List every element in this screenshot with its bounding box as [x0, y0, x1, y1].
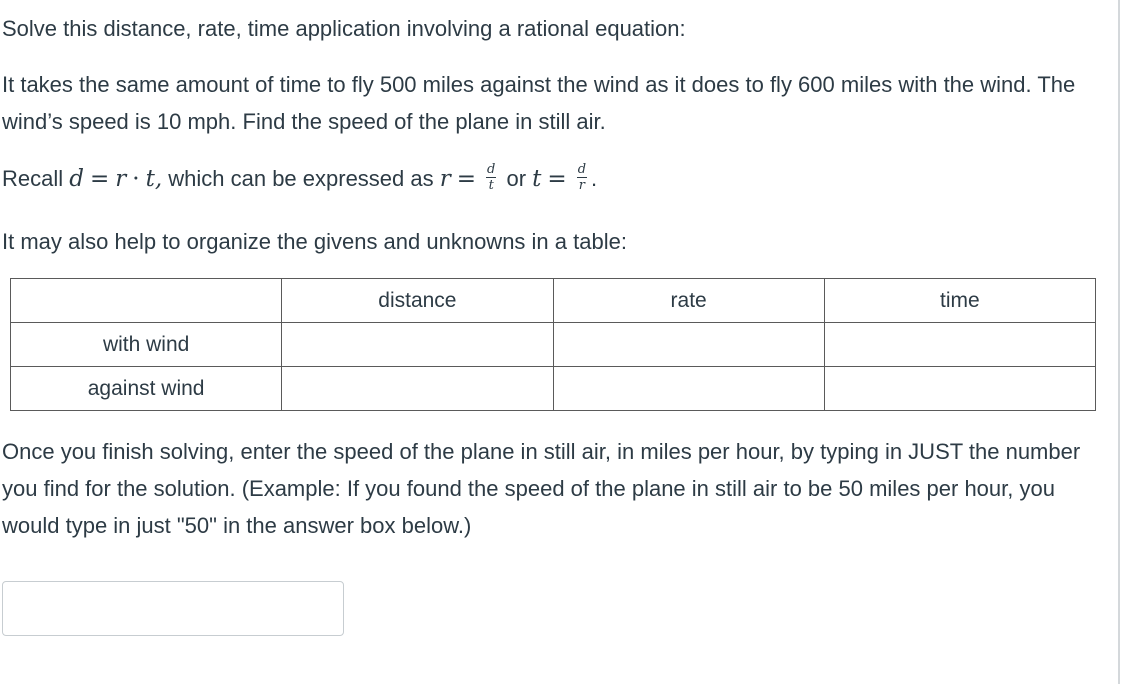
- question-intro: Solve this distance, rate, time application involving a rational equation:: [2, 16, 686, 41]
- recall-or: or: [500, 166, 533, 191]
- recall-middle: which can be expressed as: [162, 166, 440, 191]
- table-header-corner: [11, 279, 282, 323]
- fraction-d-over-r: [577, 163, 587, 192]
- table-row: [11, 367, 1096, 411]
- answer-instructions: Once you finish solving, enter the speed of the plane in still air, in miles per hour, by typing in JUST the number you find for the solution. (Example: If you found the speed of the plane in still air to be 50 miles per hour, you would type in just "50" in the answer box below.): [2, 439, 1081, 538]
- table-cell: [824, 323, 1095, 367]
- row-label-with-wind: with wind: [11, 323, 282, 367]
- table-hint: It may also help to organize the givens and unknowns in a table:: [2, 229, 627, 254]
- equals-sign-3: =: [547, 166, 567, 192]
- fraction-d-over-t: [486, 163, 496, 192]
- var-t: t,: [145, 166, 163, 192]
- table-header-distance: distance: [282, 279, 553, 323]
- var-d: d: [69, 166, 84, 192]
- frac1-numerator: d: [487, 161, 496, 177]
- table-header-time: time: [824, 279, 1095, 323]
- frac1-denominator: t: [488, 177, 494, 193]
- row-label-against-wind: against wind: [11, 367, 282, 411]
- frac2-denominator: r: [578, 177, 585, 193]
- recall-prefix: Recall: [2, 166, 70, 191]
- dot-operator: ·: [132, 166, 140, 192]
- equals-sign: =: [89, 166, 110, 192]
- frac2-numerator: d: [577, 161, 587, 177]
- var-r: r: [115, 166, 127, 192]
- var-t-2: t: [532, 166, 542, 192]
- equals-sign-2: =: [456, 166, 477, 192]
- recall-formula: [2, 160, 597, 198]
- table-cell: [824, 367, 1095, 411]
- table-row: [11, 323, 1096, 367]
- answer-input[interactable]: [2, 581, 344, 636]
- givens-table: [10, 278, 1096, 411]
- table-header-row: [11, 279, 1096, 323]
- recall-end: .: [591, 166, 598, 191]
- table-cell: [282, 367, 553, 411]
- table-cell: [282, 323, 553, 367]
- table-cell: [553, 367, 824, 411]
- content-right-border: [1118, 0, 1120, 684]
- table-cell: [553, 323, 824, 367]
- table-header-rate: rate: [553, 279, 824, 323]
- var-r-2: r: [439, 166, 451, 192]
- problem-statement: It takes the same amount of time to fly 500 miles against the wind as it does to fly 600 miles with the wind. The wind’s speed is 10 mph. Find the speed of the plane in still air.: [2, 72, 1076, 134]
